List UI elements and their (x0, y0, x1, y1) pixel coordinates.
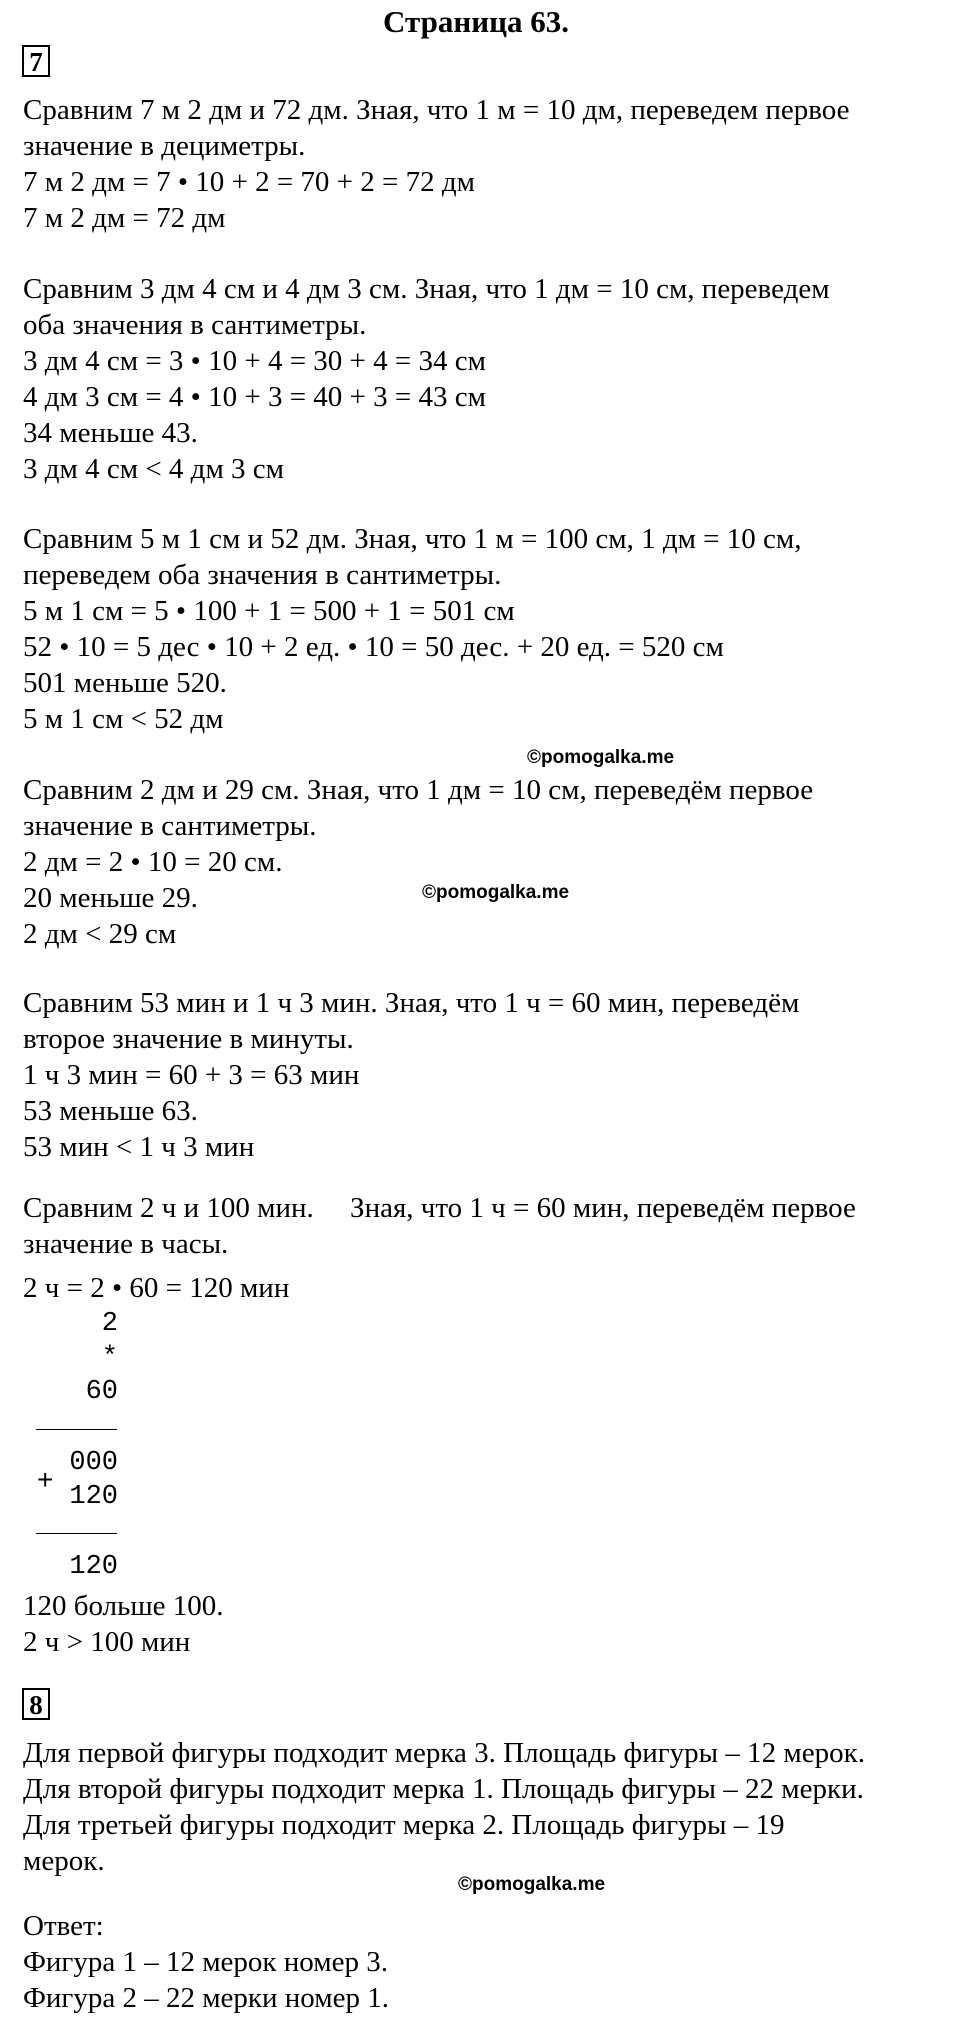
task7-line: 5 м 1 см = 5 • 100 + 1 = 500 + 1 = 501 см (23, 595, 515, 627)
task8-line: мерок. (23, 1845, 105, 1877)
task7-line: Сравним 2 дм и 29 см. Зная, что 1 дм = 10 см, переведём первое (23, 774, 814, 806)
watermark: ©pomogalka.me (458, 1874, 606, 1895)
task8-line: Фигура 2 – 22 мерки номер 1. (23, 1982, 389, 2014)
task7-line: 2 ч = 2 • 60 = 120 мин (23, 1272, 290, 1304)
task7-line: Сравним 2 ч и 100 мин. Зная, что 1 ч = 60 мин, переведём первое (23, 1192, 856, 1224)
task7-line: переведем оба значения в сантиметры. (23, 559, 502, 591)
task7-line: оба значения в сантиметры. (23, 309, 367, 341)
task7-line: Сравним 7 м 2 дм и 72 дм. Зная, что 1 м = 10 дм, переведем первое (23, 94, 850, 126)
calc-operator: * (101, 1343, 118, 1373)
task7-line: 120 больше 100. (23, 1590, 224, 1622)
task7-line: 20 меньше 29. (23, 882, 198, 914)
task7-line: 4 дм 3 см = 4 • 10 + 3 = 40 + 3 = 43 см (23, 381, 486, 413)
task7-line: значение в сантиметры. (23, 810, 317, 842)
task7-line: 2 ч > 100 мин (23, 1626, 191, 1658)
task8-line: Для третьей фигуры подходит мерка 2. Площадь фигуры – 19 (23, 1809, 785, 1841)
task7-line: 34 меньше 43. (23, 417, 198, 449)
calc-result: 120 (69, 1552, 118, 1582)
task7-line: 3 дм 4 см = 3 • 10 + 4 = 30 + 4 = 34 см (23, 345, 486, 377)
task7-line: значение в часы. (23, 1228, 229, 1260)
task7-line: 7 м 2 дм = 72 дм (23, 202, 226, 234)
task8-answer-label: Ответ: (23, 1910, 104, 1942)
task-number-8: 8 (22, 1688, 50, 1720)
task7-line: второе значение в минуты. (23, 1023, 354, 1055)
task7-line: значение в дециметры. (23, 130, 306, 162)
task7-line: 501 меньше 520. (23, 667, 227, 699)
watermark: ©pomogalka.me (422, 882, 570, 903)
task7-line: 7 м 2 дм = 7 • 10 + 2 = 70 + 2 = 72 дм (23, 166, 475, 198)
page-title: Страница 63. (383, 4, 569, 39)
task7-line: 53 мин < 1 ч 3 мин (23, 1131, 255, 1163)
calc-plus: + (37, 1464, 54, 1495)
task7-line: 2 дм < 29 см (23, 918, 177, 950)
calc-rule (36, 1429, 117, 1430)
task7-line: 53 меньше 63. (23, 1095, 198, 1127)
calc-rule (36, 1533, 117, 1534)
task7-line: 3 дм 4 см < 4 дм 3 см (23, 453, 285, 485)
task8-line: Для второй фигуры подходит мерка 1. Площадь фигуры – 22 мерки. (23, 1773, 864, 1805)
task8-line: Для первой фигуры подходит мерка 3. Площадь фигуры – 12 мерок. (23, 1737, 865, 1769)
task8-line: Фигура 1 – 12 мерок номер 3. (23, 1946, 388, 1978)
task7-line: 52 • 10 = 5 дес • 10 + 2 ед. • 10 = 50 дес. + 20 ед. = 520 см (23, 631, 724, 663)
calc-multiplicand: 2 (101, 1309, 118, 1339)
calc-multiplier: 60 (85, 1377, 118, 1407)
task7-line: Сравним 5 м 1 см и 52 дм. Зная, что 1 м = 100 см, 1 дм = 10 см, (23, 523, 802, 555)
calc-partial-product: 000 (69, 1448, 118, 1478)
task7-line: 2 дм = 2 • 10 = 20 см. (23, 846, 283, 878)
task7-line: Сравним 53 мин и 1 ч 3 мин. Зная, что 1 ч = 60 мин, переведём (23, 987, 800, 1019)
task-number-7: 7 (22, 45, 50, 77)
watermark: ©pomogalka.me (527, 747, 675, 768)
task7-line: 5 м 1 см < 52 дм (23, 703, 224, 735)
task7-line: 1 ч 3 мин = 60 + 3 = 63 мин (23, 1059, 360, 1091)
task7-line: Сравним 3 дм 4 см и 4 дм 3 см. Зная, что 1 дм = 10 см, переведем (23, 273, 830, 305)
calc-partial-product: 120 (69, 1482, 118, 1512)
